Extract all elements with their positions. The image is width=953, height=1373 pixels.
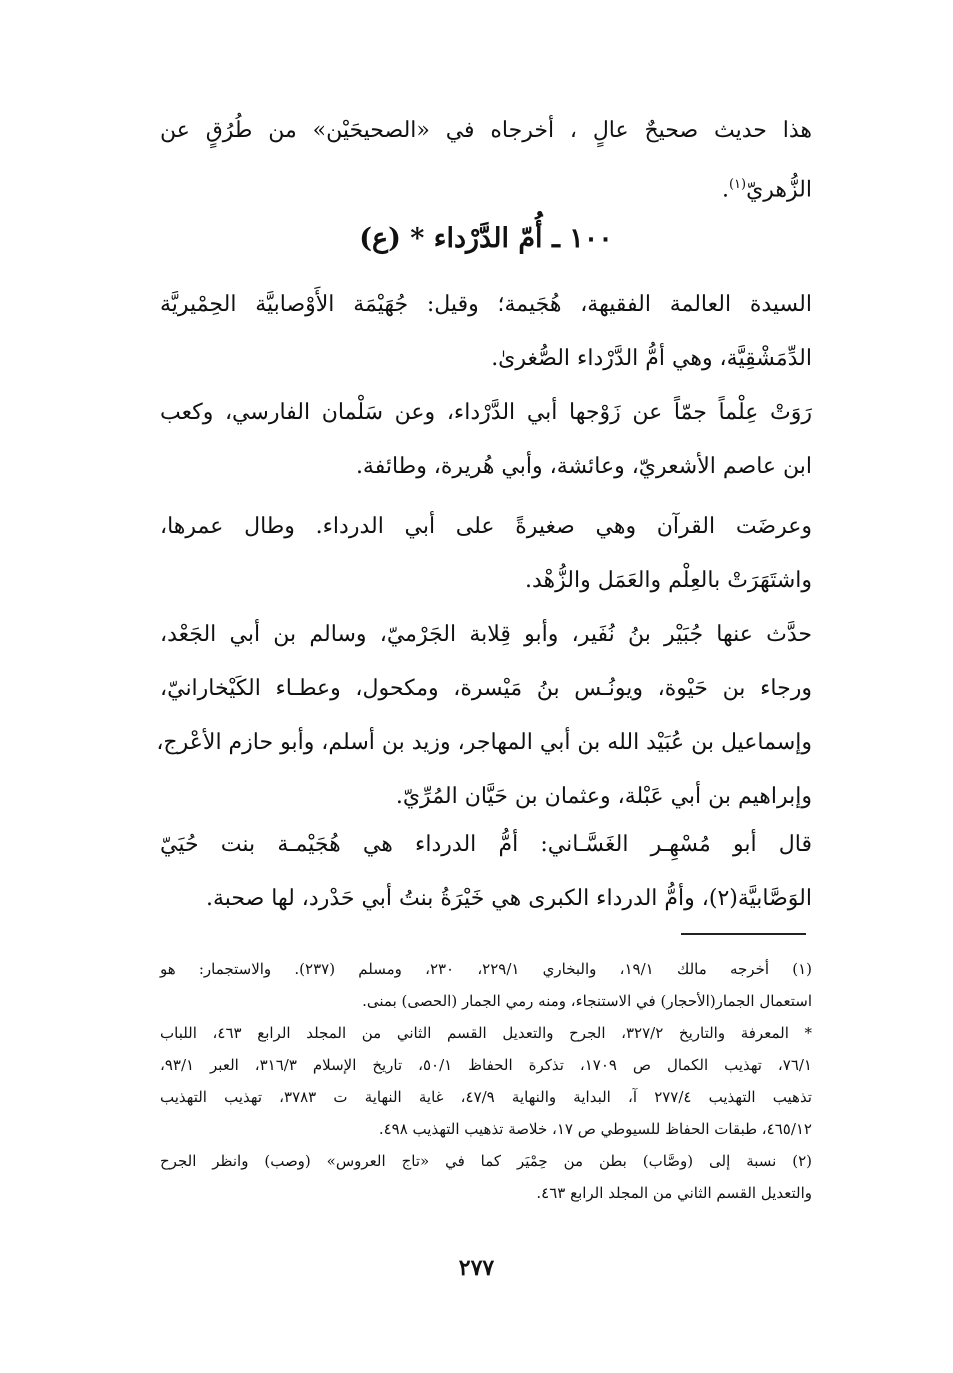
paragraph-line: السيدة العالمة الفقيهة، هُجَيمة؛ وقيل: جُهَيْمَة الأَوْصابيَّة الحِمْيريَّة bbox=[160, 292, 812, 317]
footnote-line: (٢) نسبة إلى (وصَّاب) بطن من حِمْيَر كما في «تاج العروس» (وصب) وانظر الجرح bbox=[160, 1152, 812, 1170]
footnote-separator bbox=[681, 933, 806, 935]
paragraph-3 bbox=[160, 500, 812, 608]
intro-line-1: هذا حديث صحيحٌ عالٍ ، أخرجاه في «الصحيحَيْن» من طُرُقٍ عن bbox=[160, 118, 812, 143]
footnote-line: ٤٦٥/١٢، طبقات الحفاظ للسيوطي ص ١٧، خلاصة تذهيب التهذيب ٤٩٨. bbox=[378, 1120, 812, 1138]
footnote-line: * المعرفة والتاريخ ٣٢٧/٢، الجرح والتعديل القسم الثاني من المجلد الرابع ٤٦٣، اللباب bbox=[160, 1024, 812, 1042]
paragraph-line: واشتَهَرَتْ بالعِلْم والعَمَل والزُّهْد. bbox=[525, 568, 812, 593]
intro-line-2-text: الزُّهريّ bbox=[746, 177, 812, 203]
biography-heading: ١٠٠ ـ أُمّ الدَّرْداء * (ع) bbox=[359, 223, 613, 254]
paragraph-line: ورجاء بن حَيْوة، ويونُـس بنُ مَيْسرة، ومكحول، وعطـاء الكَيْخارانيّ، bbox=[160, 676, 812, 701]
intro-line-2 bbox=[160, 158, 812, 217]
paragraph-line: رَوَتْ عِلْماً جمّاً عن زَوْجها أبي الدَّرْداء، وعن سَلْمان الفارسي، وكعب bbox=[160, 400, 812, 425]
footnote-line: ٧٦/١، تهذيب الكمال ص ١٧٠٩، تذكرة الحفاظ ٥٠/١، تاريخ الإسلام ٣١٦/٣، العبر ٩٣/١، bbox=[160, 1056, 812, 1074]
paragraph-line: قال أبو مُسْهِـر الغَسَّـاني: أمُّ الدرداء هي هُجَيْمـة بنت حُيَيّ bbox=[160, 832, 812, 857]
paragraph-line: ابن عاصم الأشعريّ، وعائشة، وأبي هُريرة، وطائفة. bbox=[355, 454, 812, 479]
paragraph-4 bbox=[156, 608, 812, 824]
paragraph-line: الوَصَّابيَّة(٢)، وأمُّ الدرداء الكبرى هي خَيْرَةُ بنتُ أبي حَدْرد، لها صحبة. bbox=[205, 886, 812, 911]
intro-paragraph bbox=[160, 104, 812, 217]
footnote-line: تذهيب التهذيب ٢٧٧/٤ آ، البداية والنهاية ٤٧/٩، غاية النهاية ت ٣٧٨٣، تهذيب التهذيب bbox=[160, 1088, 812, 1106]
paragraph-line: الدِّمَشْقِيَّة، وهي أمُّ الدَّرْداء الصُّغرىٰ. bbox=[491, 346, 812, 371]
footnotes bbox=[160, 953, 812, 1209]
paragraph-line: وعرضَت القرآن وهي صغيرةً على أبي الدرداء. وطال عمرها، bbox=[160, 514, 812, 539]
footnote-line: (١) أخرجه مالك ١٩/١، والبخاري ٢٢٩/١، ٢٣٠، ومسلم (٢٣٧). والاستجمار: هو bbox=[160, 960, 812, 978]
paragraph-1 bbox=[160, 278, 812, 386]
paragraph-line: وإسماعيل بن عُبَيْد الله بن أبي المهاجر، وزيد بن أسلم، وأبو حازم الأعْرج، bbox=[156, 730, 812, 755]
paragraph-line: وإبراهيم بن أبي عَبْلة، وعثمان بن حَيَّان المُرِّيّ. bbox=[395, 784, 812, 809]
page-number: ٢٧٧ bbox=[458, 1255, 495, 1281]
paragraph-5 bbox=[160, 818, 812, 926]
footnote-ref-1: (١) bbox=[728, 177, 747, 192]
intro-line-2-end: . bbox=[721, 177, 729, 203]
paragraph-2 bbox=[160, 386, 812, 494]
footnote-line: استعمال الجمار(الأحجار) في الاستنجاء، ومنه رمي الجمار (الحصى) بمنى. bbox=[362, 992, 812, 1010]
paragraph-line: حدَّث عنها جُبَيْر بنُ نُفَير، وأبو قِلابة الجَرْميّ، وسالم بن أبي الجَعْد، bbox=[160, 622, 812, 647]
footnote-line: والتعديل القسم الثاني من المجلد الرابع ٤٦٣. bbox=[536, 1184, 812, 1202]
